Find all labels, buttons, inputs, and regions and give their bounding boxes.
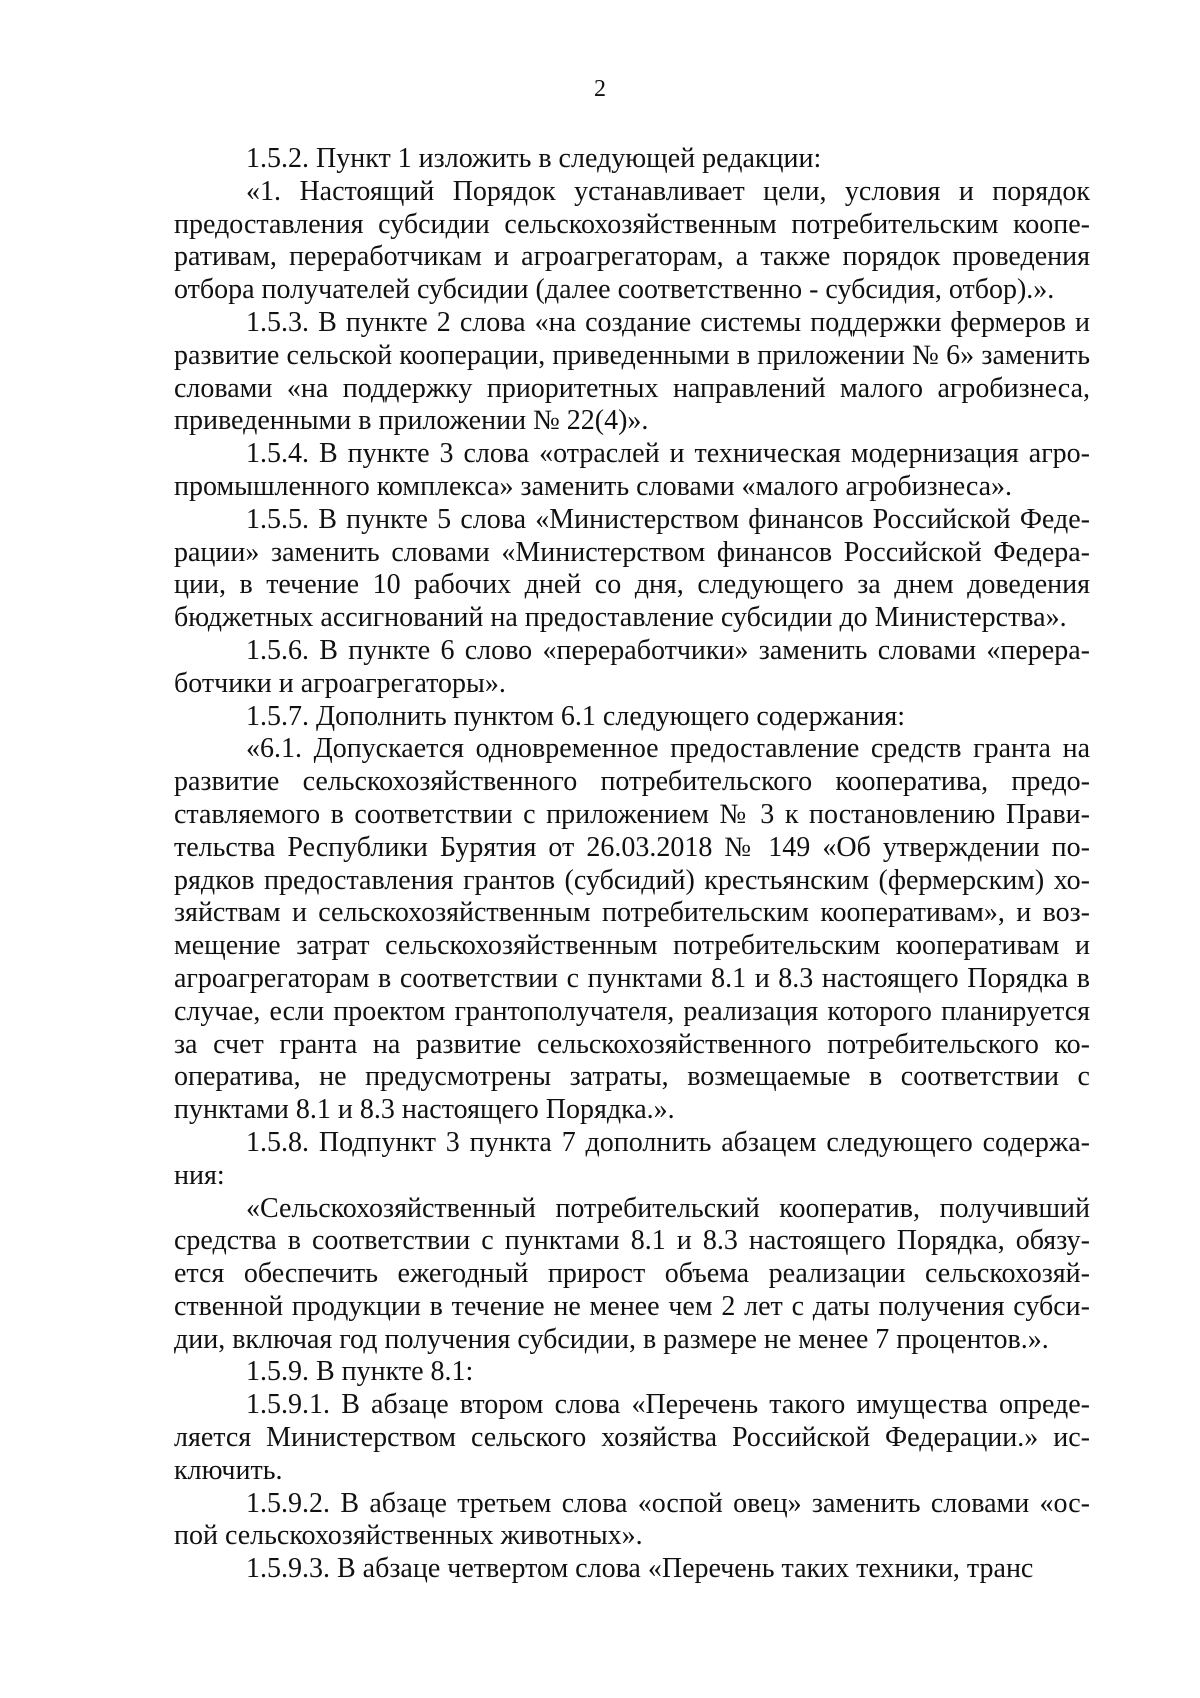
quote-point-1: «1. Настоящий Порядок устанавливает цели, условия и порядок предоставления субсидии сельскохозяйственным потребительским кооперативам, переработчикам и агроагрегаторам, а также порядок проведения отбора получателей субсидии (далее соответственно - субсидия, отбор).». [174,175,1090,306]
paragraph-1-5-5: 1.5.5. В пункте 5 слова «Министерством финансов Российской Федерации» заменить словами «Министерством финансов Российской Федерации, в течение 10 рабочих дней со дня, следующего за днем доведения бюджетных ассигнований на предоставление субсидии до Министерства». [174,503,1090,634]
paragraph-1-5-8: 1.5.8. Подпункт 3 пункта 7 дополнить абзацем следующего содержания: [174,1126,1090,1191]
paragraph-1-5-9: 1.5.9. В пункте 8.1: [246,1356,474,1388]
quote-point-6-1: «6.1. Допускается одновременное предоставление средств гранта на развитие сельскохозяйственного потребительского кооператива, предоставляемого в соответствии с приложением № 3 к постановлению Правительства Республики Бурятия от 26.03.2018 № 149 «Об утверждении порядков предоставления грантов (субсидий) крестьянским (фермерским) хозяйствам и сельскохозяйственным потребительским кооперативам», и возмещение затрат сельскохозяйственным потребительским кооперативам и агроагрегаторам в соответствии с пунктами 8.1 и 8.3 настоящего Порядка в случае, если проектом грантополучателя, реализация которого планируется за счет гранта на развитие сельскохозяйственного потребительского кооператива, не предусмотрены затраты, возмещаемые в соответствии с пунктами 8.1 и 8.3 настоящего Порядка.». [174,733,1090,1126]
page-number: 2 [594,76,606,102]
paragraph-1-5-6: 1.5.6. В пункте 6 слово «переработчики» заменить словами «переработчики и агроагрегаторы». [174,634,1090,699]
paragraph-1-5-9-3: 1.5.9.3. В абзаце четвертом слова «Перечень таких техники, транс [246,1553,1034,1585]
paragraph-1-5-2: 1.5.2. Пункт 1 изложить в следующей редакции: [246,143,822,174]
paragraph-1-5-4: 1.5.4. В пункте 3 слова «отраслей и техническая модернизация агропромышленного комплекса» заменить словами «малого агробизнеса». [174,438,1090,502]
paragraph-1-5-3: 1.5.3. В пункте 2 слова «на создание системы поддержки фермеров и развитие сельской кооперации, приведенными в приложении № 6» заменить словами «на поддержку приоритетных направлений малого агробизнеса, приведенными в приложении № 22(4)». [174,306,1090,437]
document-body [174,143,1090,1586]
paragraph-1-5-9-2: 1.5.9.2. В абзаце третьем слова «оспой овец» заменить словами «оспой сельскохозяйственных животных». [174,1487,1090,1552]
paragraph-1-5-7: 1.5.7. Дополнить пунктом 6.1 следующего содержания: [246,700,906,732]
quote-cooperative-obligation: «Сельскохозяйственный потребительский кооператив, получивший средства в соответствии с пунктами 8.1 и 8.3 настоящего Порядка, обязуется обеспечить ежегодный прирост объема реализации сельскохозяйственной продукции в течение не менее чем 2 лет с даты получения субсидии, включая год получения субсидии, в размере не менее 7 процентов.». [174,1192,1090,1355]
paragraph-1-5-9-1: 1.5.9.1. В абзаце втором слова «Перечень такого имущества определяется Министерством сельского хозяйства Российской Федерации.» исключить. [174,1389,1090,1486]
